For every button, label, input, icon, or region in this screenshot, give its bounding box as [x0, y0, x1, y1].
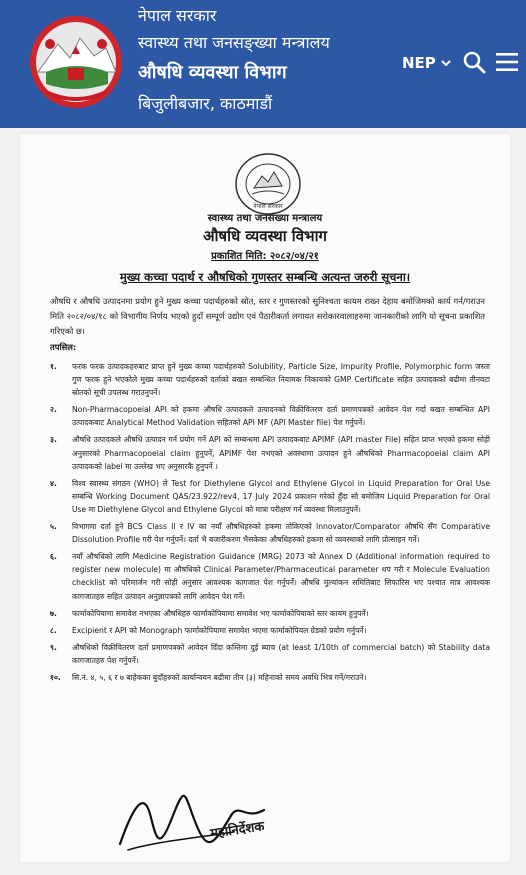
item-number: १. — [50, 362, 57, 371]
doc-heading: मुख्य कच्चा पदार्थ र औषधिको गुणस्तर सम्बन्धि अत्यन्त जरुरी सूचना। — [119, 270, 411, 284]
item-number: ८. — [50, 625, 57, 635]
item-number: ५. — [50, 522, 57, 532]
item-number: ९. — [50, 642, 57, 652]
item-text: सि.नं. ४, ५, ६ र ७ बाहेकका बुदाँहरुको कार्यान्वयन बढीमा तीन (३) महिनाको समय अवधि भित्र गर्ने/गराउने। — [72, 672, 367, 682]
item-text: Excipient र API को Monograph फार्माकोपियामा समावेश भएमा फार्माकोपियल ग्रेडको प्रयोग गर्नुपर्ने। — [72, 625, 367, 635]
header-ministry-label: स्वास्थ्य तथा जनसङ्ख्या मन्त्रालय — [138, 33, 330, 53]
notice-items-list — [50, 360, 490, 688]
nepal-emblem-icon[interactable] — [28, 14, 124, 110]
signature-icon — [114, 784, 314, 858]
list-item — [50, 550, 490, 602]
item-number: ३. — [50, 435, 57, 445]
item-number: ६. — [50, 552, 57, 562]
doc-published-date: प्रकाशित मिति: २०८२/०४/२१ — [211, 251, 319, 262]
list-item — [50, 360, 490, 399]
hamburger-menu-icon[interactable] — [496, 52, 518, 72]
item-number: २. — [50, 405, 57, 415]
site-header — [0, 0, 526, 128]
item-number: १०. — [50, 672, 61, 682]
item-text: विभागमा दर्ता हुने BCS Class II र IV का नयाँ औषधिहरुको हकमा तोकिएको Innovator/Comparator औषधि सँग Comparative Dissolution Profile गरी पेश गर्नुपर्ने। दर्ता भै बजारीकरण भैसकेका औषधिहरुको हकमा सो व्यवस्थाको लागि प्रोत्साहन गर्ने। — [72, 522, 490, 545]
doc-details-label: तपसिल: — [50, 342, 77, 352]
item-number: ७. — [50, 608, 57, 618]
header-government-label: नेपाल सरकार — [138, 6, 217, 25]
list-item — [50, 671, 490, 684]
doc-ministry-label: स्वास्थ्य तथा जनसंख्या मन्त्रालय — [207, 213, 323, 224]
item-text: विश्व स्वास्थ्य संगठन (WHO) ले Test for Diethylene Glycol and Ethylene Glycol in Liquid Preparation for Oral Use सम्बन्धि Working Document QAS/23.922/rev4, 17 July 2024 प्रकाशन गरेको हुँदा सो बमोजिम Liquid Preparation for Oral Use मा Diethylene Glycol and Ethylene Glycol को मात्रा परीक्षण गर्न व्यवस्था मिलाउनुपर्ने। — [72, 478, 490, 514]
search-icon[interactable] — [462, 50, 486, 74]
list-item — [50, 641, 490, 667]
list-item — [50, 520, 490, 546]
notice-document — [20, 134, 510, 862]
list-item — [50, 403, 490, 429]
government-seal-icon — [230, 148, 306, 218]
header-location-label: बिजुलीबजार, काठमाडौं — [138, 93, 273, 113]
doc-intro-paragraph: औषधि र औषधि उत्पादनमा प्रयोग हुने मुख्य कच्चा पदार्थहरुको स्रोत, स्तर र गुणस्तरको सुनिश्चता कायम राख्न देहाय बमोजिमको कार्य गर्न/गराउन मिति २०८२/०४/१८ को विभागीय निर्णय भएको हुदाँ सम्पूर्ण उद्योग एवं पैठारीकर्ता लगायत सरोकारवालाहरुमा जानकारीको लागि यो सूचना प्रकाशित गरिएको छ। — [50, 296, 485, 336]
item-text: फरक फरक उत्पादकहरुबाट प्राप्त हुने मुख्य कच्चा पदार्थहरुको Solubility, Particle Size, Impurity Profile, Polymorphic form जस्ता गुण फरक हुने भएकोले मुख्य कच्चा पदार्थहरुको दर्ताको बखत सम्बन्धित नियामक निकायको GMP Certificate सहित उत्पादकको बढीमा तीनवटा स्रोतको सूची उपलब्ध गराउनुपर्ने। — [72, 362, 490, 398]
item-text: फार्माकोपियामा समावेश नभएका औषधिहरु फार्माकोपियामा समावेश भए फार्माकोपियाको स्तर कायम हुनुपर्ने। — [72, 608, 369, 618]
language-label: NEP — [402, 54, 436, 72]
item-number: ४. — [50, 478, 57, 488]
header-department-title[interactable]: औषधि व्यवस्था विभाग — [138, 62, 287, 84]
list-item — [50, 624, 490, 637]
language-selector[interactable] — [402, 54, 452, 72]
item-text: Non-Pharmacopoeial API को हकमा औषधि उत्पादकले उत्पादनको विक्रीवितरण दर्ता प्रमाणपत्रको आवेदन पेश गर्दा बखत सम्बन्धित API उत्पादकबाट Analytical Method Validation सहितको API MF (API Master file) पेश गर्नुपर्ने। — [72, 405, 490, 428]
item-text: औषधि उत्पादकले औषधि उत्पादन गर्न प्रयोग गर्ने API को सम्बन्धमा API उत्पादकबाट APIMF (API master File) सहित प्राप्त भएको हकमा सोही अनुसारको Pharmacopoeial claim हुनुपर्ने, APIMF पेश नभएको अवस्थामा उत्पादन हुने औषधिको Pharmacopoeial claim API उत्पादकको label मा उल्लेख भए अनुसारकै हुनुपर्ने । — [72, 435, 490, 471]
item-text: औषधिको विक्रीवितरण दर्ता प्रमाणपत्रको आवेदन दिँदा कम्तिमा दुई ब्याच (at least 1/10th of commercial batch) को Stability data कागजातहरु पेश गर्नुपर्ने। — [72, 642, 490, 665]
doc-department-title: औषधि व्यवस्था विभाग — [203, 227, 327, 245]
signatory-title: महानिर्देशक — [209, 819, 266, 842]
list-item — [50, 607, 490, 620]
list-item — [50, 433, 490, 472]
chevron-down-icon — [440, 57, 452, 69]
seal-text: नेपाल सरकार — [253, 203, 283, 210]
item-text: नयाँ औषधिको लागि Medicine Registration Guidance (MRG) 2073 को Annex D (Additional information required to register new molecule) मा औषधिको Clinical Parameter/Pharmaceutical parameter थप गरी र Molecule Evaluation checklist को परिमार्जन गरी सोही अनुसार आवश्यक कागजात पेश गर्नुपर्ने। औषधि मुल्यांकन समितिबाट सिफारिस भए पश्चात मात्र आवश्यक कागजातहरु सहित उत्पादन अनुज्ञापत्रको लागि आवेदन पेश गर्ने। — [72, 552, 490, 601]
list-item — [50, 477, 490, 516]
